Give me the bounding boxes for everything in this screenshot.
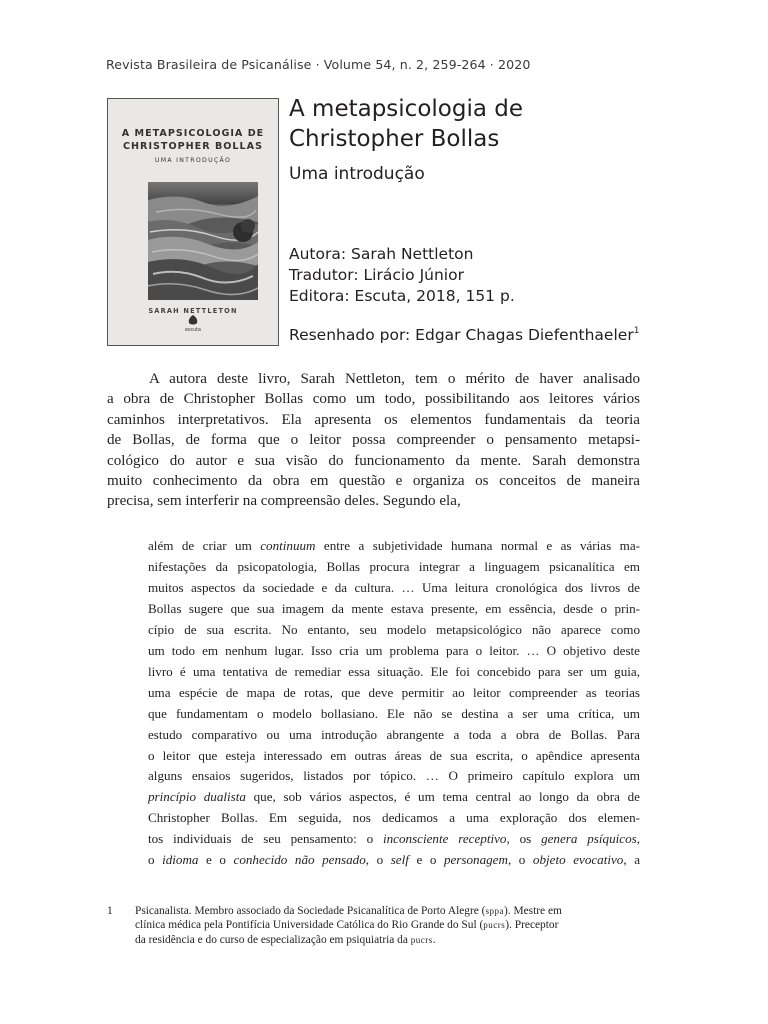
quote-text: e o <box>198 852 234 868</box>
quote-text: o <box>148 852 163 868</box>
footnote-smallcaps: pucrs <box>483 920 506 931</box>
block-quote <box>148 536 640 871</box>
body-line: A autora deste livro, Sarah Nettleton, tem o mérito de haver analisado <box>149 371 640 387</box>
cover-landscape-photo <box>148 182 258 300</box>
footnote-ref: 1 <box>633 326 640 336</box>
quote-italic: inconsciente receptivo <box>382 831 507 847</box>
quote-line <box>148 829 640 850</box>
body-line: caminhos interpretativos. Ela apresenta os elementos fundamentais da teoria <box>107 411 640 428</box>
publisher-logo-icon <box>187 314 199 326</box>
quote-italic: objeto evocativo <box>532 852 624 868</box>
translator-line: Tradutor: Lirácio Júnior <box>289 266 464 284</box>
quote-text: , os <box>506 831 542 847</box>
body-line: cológico do autor e sua visão do funcionamento da mente. Sarah demonstra <box>107 452 640 469</box>
quote-italic: conhecido não pensado <box>233 852 366 868</box>
footnote-segment: . <box>432 933 436 946</box>
quote-text: entre a subjetividade humana normal e as várias ma- <box>315 538 640 553</box>
running-header: Revista Brasileira de Psicanálise · Volume 54, n. 2, 259-264 · 2020 <box>106 57 531 72</box>
cover-title-line1: A METAPSICOLOGIA DE <box>121 128 265 139</box>
quote-italic: self <box>390 852 409 868</box>
footnote-line <box>135 933 641 947</box>
reviewer-line <box>289 326 639 344</box>
publisher-line: Editora: Escuta, 2018, 151 p. <box>289 287 515 305</box>
book-subtitle: Uma introdução <box>289 164 425 184</box>
cover-publisher: escuta <box>185 328 201 333</box>
quote-text: , o <box>365 852 391 868</box>
footnote-segment: Psicanalista. Membro associado da Sociedade Psicanalítica de Porto Alegre ( <box>135 905 486 917</box>
body-line: muito conhecimento da obra em questão e organiza os conceitos de maneira <box>107 473 640 490</box>
footnote-segment: ). Mestre em <box>503 905 562 917</box>
footnote-segment: ). Preceptor <box>505 919 559 932</box>
footnote-text <box>135 904 641 947</box>
quote-line: muitos aspectos da sociedade e da cultura. … Uma leitura cronológica dos livros de <box>148 579 640 595</box>
book-title-line1: A metapsicologia de <box>289 96 524 122</box>
quote-line: alguns ensaios sugeridos, listados por tópico. … O primeiro capítulo explora um <box>148 768 640 784</box>
quote-text: e o <box>408 852 444 868</box>
cover-title-line2: CHRISTOPHER BOLLAS <box>122 141 263 152</box>
cover-author: SARAH NETTLETON <box>148 307 238 315</box>
quote-italic: idioma <box>162 852 199 868</box>
quote-line <box>148 787 640 808</box>
footnote-segment: clínica médica pela Pontifícia Universidade Católica do Rio Grande do Sul ( <box>135 919 484 932</box>
quote-line: um todo em nenhum lugar. Isso cria um problema para o leitor. … O objetivo deste <box>148 642 640 658</box>
footnote-smallcaps: sppa <box>485 906 504 916</box>
body-paragraph <box>107 369 640 512</box>
author-line: Autora: Sarah Nettleton <box>289 245 474 263</box>
body-line: precisa, sem interferir na compreensão deles. Segundo ela, <box>107 493 461 510</box>
cover-subtitle: UMA INTRODUÇÃO <box>154 157 232 164</box>
quote-line: estudo comparativo ou uma introdução abrangente a toda a obra de Bollas. Para <box>148 726 640 742</box>
quote-italic: continuum <box>260 538 316 553</box>
book-title-line2: Christopher Bollas <box>289 126 500 152</box>
quote-text: , <box>636 831 640 847</box>
footnote-number: 1 <box>107 905 113 917</box>
footnote-line <box>135 918 641 932</box>
quote-line: uma espécie de mapa de rotas, que deve permitir ao leitor compreender as teorias <box>148 684 640 700</box>
footnote-segment: da residência e do curso de especialização em psiquiatria da <box>135 933 411 946</box>
quote-line: Christopher Bollas. Em seguida, nos dedicamos a uma exploração dos elemen- <box>148 810 640 826</box>
quote-text: , o <box>507 852 533 868</box>
quote-text: tos individuais de seu pensamento: o <box>148 831 383 847</box>
quote-line <box>148 536 640 557</box>
footnote-smallcaps: pucrs <box>410 934 433 945</box>
quote-line: que fundamentam o modelo bollasiano. Ele não se destina a ser uma crítica, um <box>148 705 640 721</box>
body-line: de Bollas, de forma que o leitor possa compreender o pensamento metapsi- <box>107 432 640 449</box>
quote-italic: princípio dualista <box>148 789 246 805</box>
quote-text: que, sob vários aspectos, é um tema central ao longo da obra de <box>245 789 640 805</box>
quote-line: cípio de sua escrita. No entanto, seu modelo metapsicológico não aparece como <box>148 621 640 637</box>
quote-line: nifestações da psicopatologia, Bollas procura integrar a linguagem psicanalítica em <box>148 558 640 574</box>
quote-italic: genera psíquicos <box>541 831 637 847</box>
quote-italic: personagem <box>443 852 508 868</box>
quote-text: , a <box>623 852 641 868</box>
book-title <box>289 94 523 154</box>
quote-line: Bollas sugere que sua imagem da mente estava presente, em essência, desde o prin- <box>148 600 640 616</box>
footnote-line <box>135 904 641 918</box>
quote-text: além de criar um <box>148 538 261 553</box>
reviewer-name: Resenhado por: Edgar Chagas Diefenthaeler <box>289 326 634 344</box>
book-cover-image <box>107 98 279 346</box>
quote-line: o leitor que esteja interessado em outras áreas de sua escrita, o apêndice apresenta <box>148 747 640 763</box>
quote-line: livro é uma tentativa de remediar essa situação. Ele foi concebido para ser um guia, <box>148 663 640 679</box>
quote-line <box>148 850 640 871</box>
body-line: a obra de Christopher Bollas como um todo, possibilitando aos leitores vários <box>107 391 640 408</box>
